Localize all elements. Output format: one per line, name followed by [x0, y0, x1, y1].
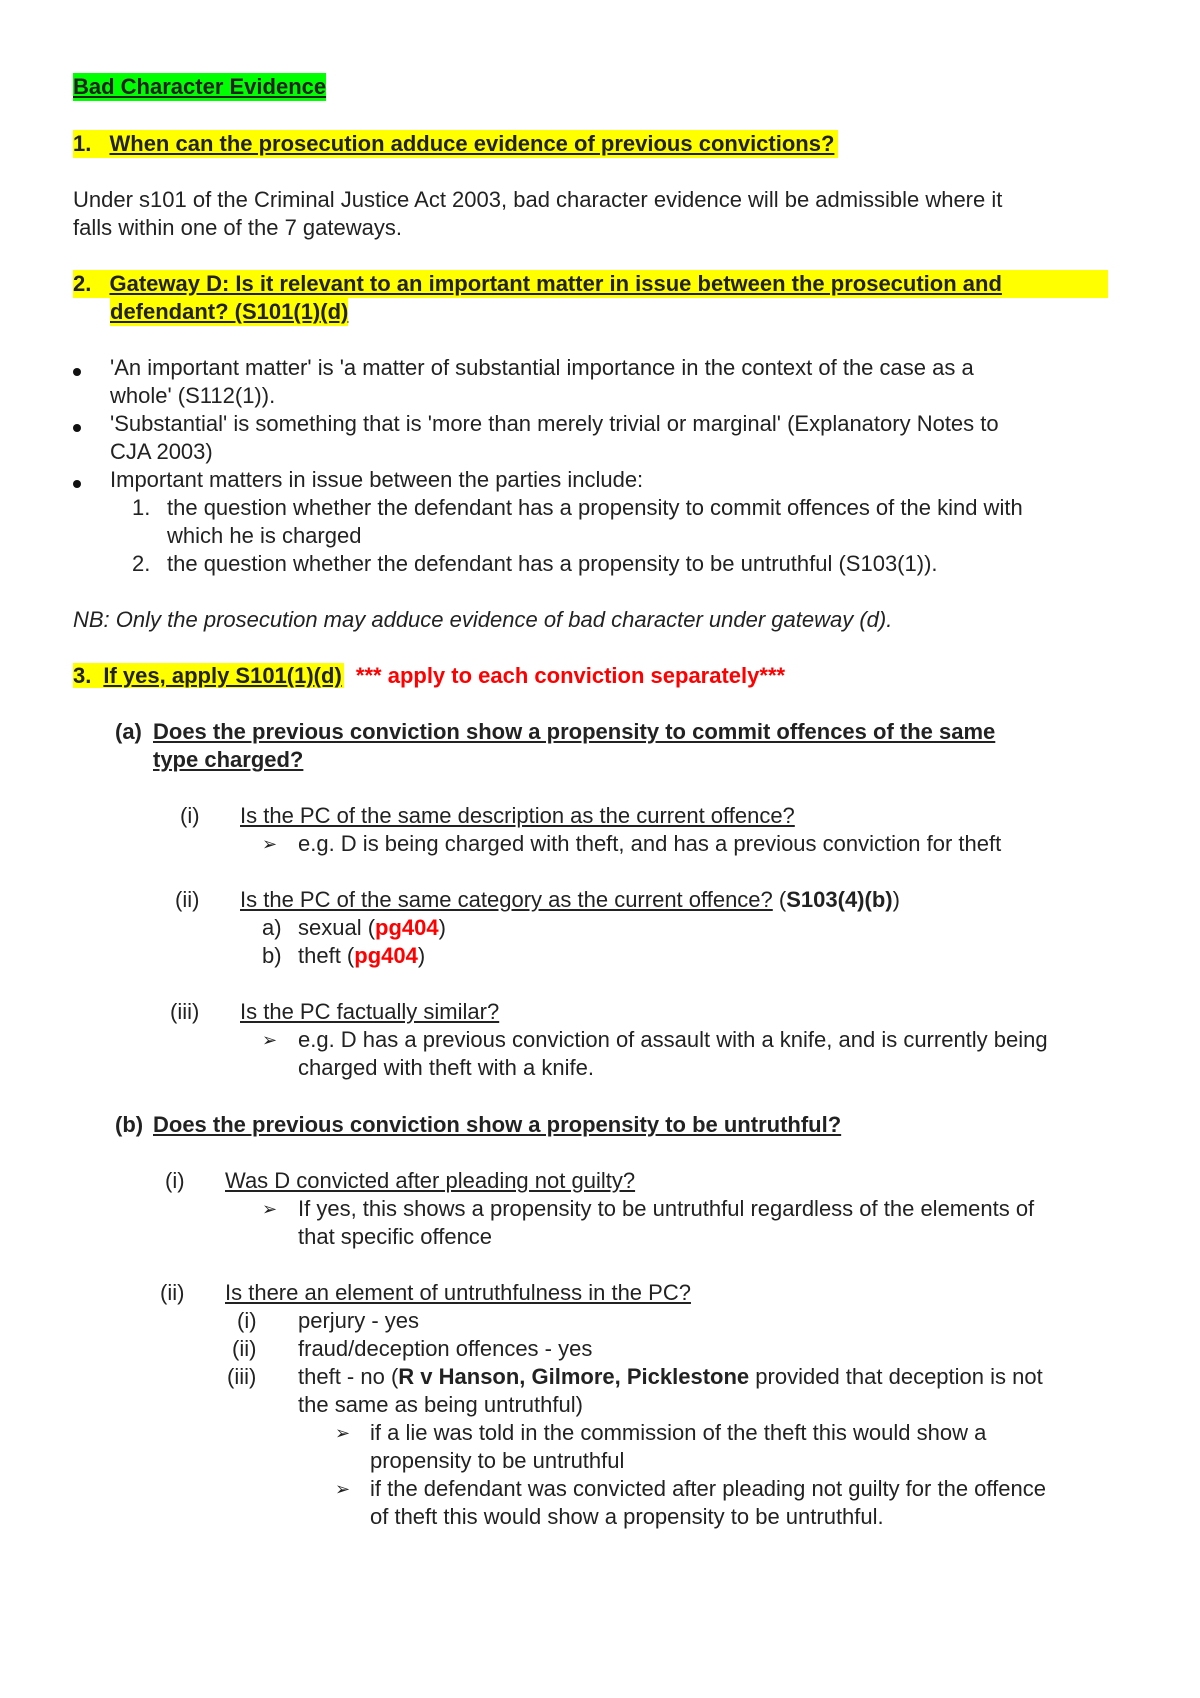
example-text: that specific offence: [298, 1224, 493, 1249]
question-text: Is there an element of untruthfulness in the PC?: [225, 1280, 691, 1305]
example-text: charged with theft with a knife.: [298, 1055, 594, 1080]
subsection-a-question-line2: type charged?: [153, 747, 304, 772]
list-item: [298, 942, 425, 970]
paragraph-line: falls within one of the 7 gateways.: [73, 215, 402, 240]
roman-numeral: (ii): [175, 887, 200, 912]
sub-item-text: which he is charged: [167, 523, 362, 548]
list-item: [298, 1363, 1043, 1391]
section-3-heading: [73, 662, 785, 690]
example-text: e.g. D has a previous conviction of assault with a knife, and is currently being: [298, 1027, 1048, 1052]
question-text: Was D convicted after pleading not guilty?: [225, 1168, 636, 1193]
subsection-b-label: (b): [115, 1112, 144, 1137]
bullet-text: 'Substantial' is something that is 'more than merely trivial or marginal' (Explanatory Notes to: [110, 411, 999, 436]
arrow-item-text: propensity to be untruthful: [370, 1448, 625, 1473]
section-3-highlight: [73, 663, 344, 688]
section-3-title: If yes, apply S101(1)(d): [103, 663, 342, 688]
arrow-bullet-icon: ➢: [262, 1199, 278, 1219]
arrow-bullet-icon: ➢: [262, 1030, 278, 1050]
roman-numeral: (i): [237, 1308, 257, 1333]
arrow-item-text: if a lie was told in the commission of the theft this would show a: [370, 1420, 987, 1445]
roman-numeral: (iii): [170, 999, 200, 1024]
arrow-item-text: of theft this would show a propensity to be untruthful.: [370, 1504, 884, 1529]
roman-numeral: (i): [180, 803, 200, 828]
section-number: 1.: [73, 131, 92, 156]
example-text: e.g. D is being charged with theft, and has a previous conviction for theft: [298, 831, 1002, 856]
bullet-item: [73, 355, 81, 383]
section-number: 2.: [73, 271, 92, 296]
sub-item-text: the question whether the defendant has a propensity to commit offences of the kind with: [167, 495, 1023, 520]
bullet-text: Important matters in issue between the parties include:: [110, 467, 644, 492]
section-1-heading: [73, 130, 838, 158]
list-letter: b): [262, 943, 282, 968]
question-text: Is the PC of the same category as the current offence?: [240, 887, 773, 912]
statute-ref: S103(4)(b): [786, 887, 893, 912]
paren-open: (: [778, 887, 787, 912]
section-2-title-line1: Gateway D: Is it relevant to an important matter in issue between the prosecution and: [109, 271, 1002, 296]
section-3-note: *** apply to each conviction separately***: [355, 663, 786, 688]
sub-item-text: the question whether the defendant has a propensity to be untruthful (S103(1)).: [167, 551, 938, 576]
list-item-continuation: the same as being untruthful): [298, 1392, 583, 1417]
bullet-icon: [73, 368, 81, 376]
page-ref: pg404: [375, 915, 439, 940]
bullet-text: whole' (S112(1)).: [110, 383, 276, 408]
nb-note: NB: Only the prosecution may adduce evidence of bad character under gateway (d).: [73, 607, 893, 632]
item-text: provided that deception is not: [749, 1364, 1043, 1389]
bullet-item: [73, 411, 81, 439]
arrow-bullet-icon: ➢: [335, 1479, 351, 1499]
roman-numeral: (iii): [227, 1364, 257, 1389]
sub-number: 2.: [132, 551, 151, 576]
example-text: If yes, this shows a propensity to be untruthful regardless of the elements of: [298, 1196, 1035, 1221]
item-text: theft (: [298, 943, 355, 968]
list-item: fraud/deception offences - yes: [298, 1336, 593, 1361]
roman-numeral: (ii): [232, 1336, 257, 1361]
arrow-bullet-icon: ➢: [335, 1423, 351, 1443]
section-2-heading: [73, 270, 1108, 298]
bullet-text: CJA 2003): [110, 439, 213, 464]
item-text: sexual (: [298, 915, 376, 940]
roman-numeral: (ii): [160, 1280, 185, 1305]
paren-close: ): [417, 943, 426, 968]
arrow-bullet-icon: ➢: [262, 834, 278, 854]
paren-close: ): [438, 915, 446, 940]
list-item: [298, 914, 446, 942]
question-text: Is the PC of the same description as the current offence?: [240, 803, 795, 828]
bullet-item: [73, 467, 81, 495]
subsection-a-label: (a): [115, 719, 142, 744]
roman-numeral: (i): [165, 1168, 185, 1193]
bullet-icon: [73, 424, 81, 432]
subsection-b-question: Does the previous conviction show a propensity to be untruthful?: [153, 1112, 842, 1137]
bullet-text: 'An important matter' is 'a matter of substantial importance in the context of the case as a: [110, 355, 974, 380]
arrow-item-text: if the defendant was convicted after pleading not guilty for the offence: [370, 1476, 1046, 1501]
section-number: 3.: [73, 663, 92, 688]
item-text: theft - no (: [298, 1364, 399, 1389]
case-name: R v Hanson, Gilmore, Picklestone: [398, 1364, 750, 1389]
question-text: Is the PC factually similar?: [240, 999, 500, 1024]
paren-close: ): [892, 887, 900, 912]
subsection-a-question-line1: Does the previous conviction show a propensity to commit offences of the same: [153, 719, 996, 744]
paragraph-line: Under s101 of the Criminal Justice Act 2003, bad character evidence will be admissible where it: [73, 187, 1003, 212]
list-item: perjury - yes: [298, 1308, 420, 1333]
question-line: [240, 886, 900, 914]
page-ref: pg404: [354, 943, 418, 968]
bullet-icon: [73, 480, 81, 488]
section-2-title-line2: defendant? (S101(1)(d): [110, 299, 349, 324]
sub-number: 1.: [132, 495, 151, 520]
document-title: Bad Character Evidence: [73, 74, 327, 99]
section-1-title: When can the prosecution adduce evidence of previous convictions?: [109, 131, 835, 156]
list-letter: a): [262, 915, 282, 940]
